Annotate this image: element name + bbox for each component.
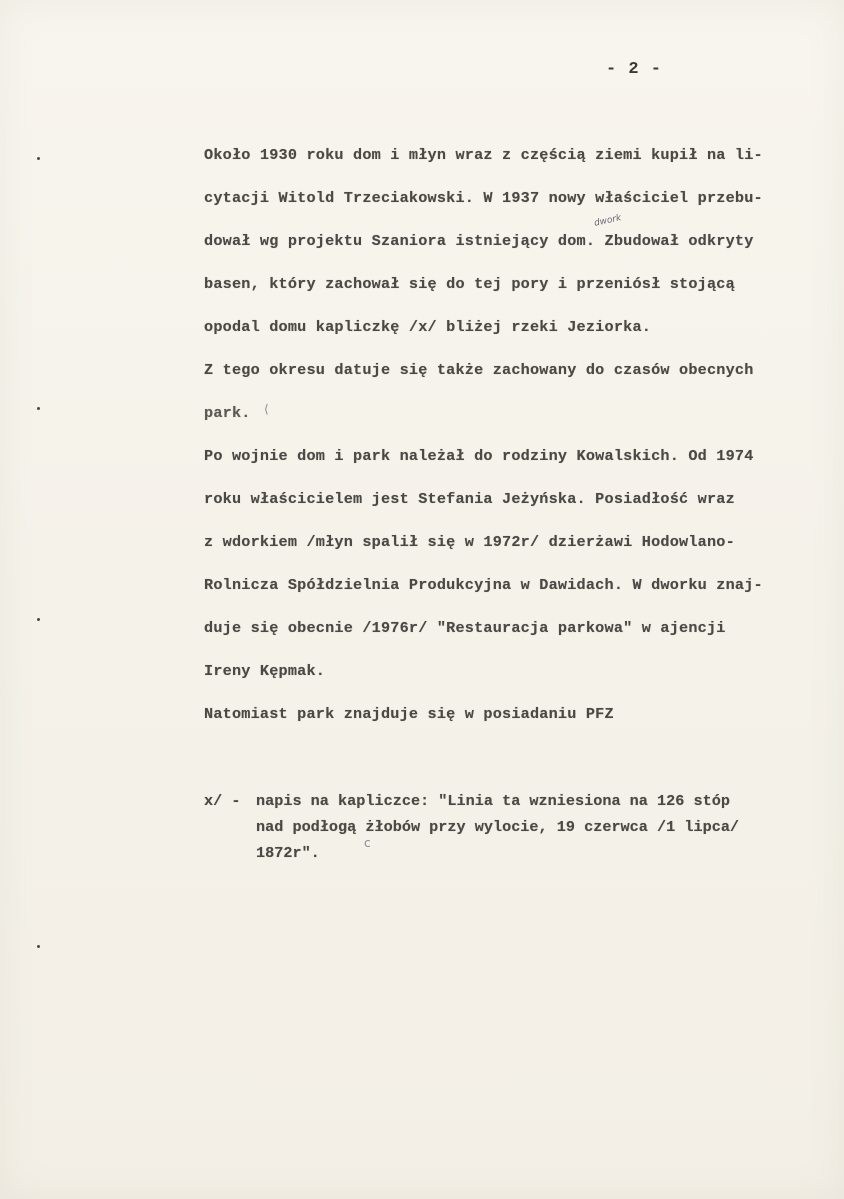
margin-dot: [37, 157, 40, 160]
page-number: - 2 -: [606, 60, 663, 79]
body-line-5: opodal domu kapliczkę /x/ bliżej rzeki Jeziorka.: [204, 318, 652, 336]
body-line-3: dował wg projektu Szaniora istniejący dom. Zbudował odkryty: [204, 232, 754, 250]
body-line-1: Około 1930 roku dom i młyn wraz z częścią ziemi kupił na li-: [204, 146, 763, 164]
pen-mark: ⟨: [264, 402, 269, 416]
body-line-6: Z tego okresu datuje się także zachowany do czasów obecnych: [204, 361, 754, 379]
body-line-10: z wdorkiem /młyn spalił się w 1972r/ dzierżawi Hodowlano-: [204, 533, 735, 551]
margin-dot: [37, 945, 40, 948]
footnote-line-3: 1872r".: [256, 844, 320, 862]
body-line-7: park.: [204, 404, 251, 422]
margin-dot: [37, 407, 40, 410]
handwritten-correction: dwork: [593, 213, 623, 229]
margin-dot: [37, 618, 40, 621]
body-line-9: roku właścicielem jest Stefania Jeżyńska. Posiadłość wraz: [204, 490, 735, 508]
body-line-4: basen, który zachował się do tej pory i przeniósł stojącą: [204, 275, 735, 293]
footnote-line-1: napis na kapliczce: "Linia ta wzniesiona na 126 stóp: [256, 792, 730, 810]
body-line-12: duje się obecnie /1976r/ "Restauracja parkowa" w ajencji: [204, 619, 726, 637]
body-line-14: Natomiast park znajduje się w posiadaniu PFZ: [204, 705, 614, 723]
pen-mark: c: [364, 836, 371, 850]
body-line-11: Rolnicza Spółdzielnia Produkcyjna w Dawidach. W dworku znaj-: [204, 576, 763, 594]
footnote-line-2: nad podłogą żłobów przy wylocie, 19 czerwca /1 lipca/: [256, 818, 740, 836]
footnote-marker: x/ -: [204, 792, 241, 810]
body-line-2: cytacji Witold Trzeciakowski. W 1937 nowy właściciel przebu-: [204, 189, 763, 207]
body-line-8: Po wojnie dom i park należał do rodziny Kowalskich. Od 1974: [204, 447, 754, 465]
body-line-13: Ireny Kępmak.: [204, 662, 326, 680]
